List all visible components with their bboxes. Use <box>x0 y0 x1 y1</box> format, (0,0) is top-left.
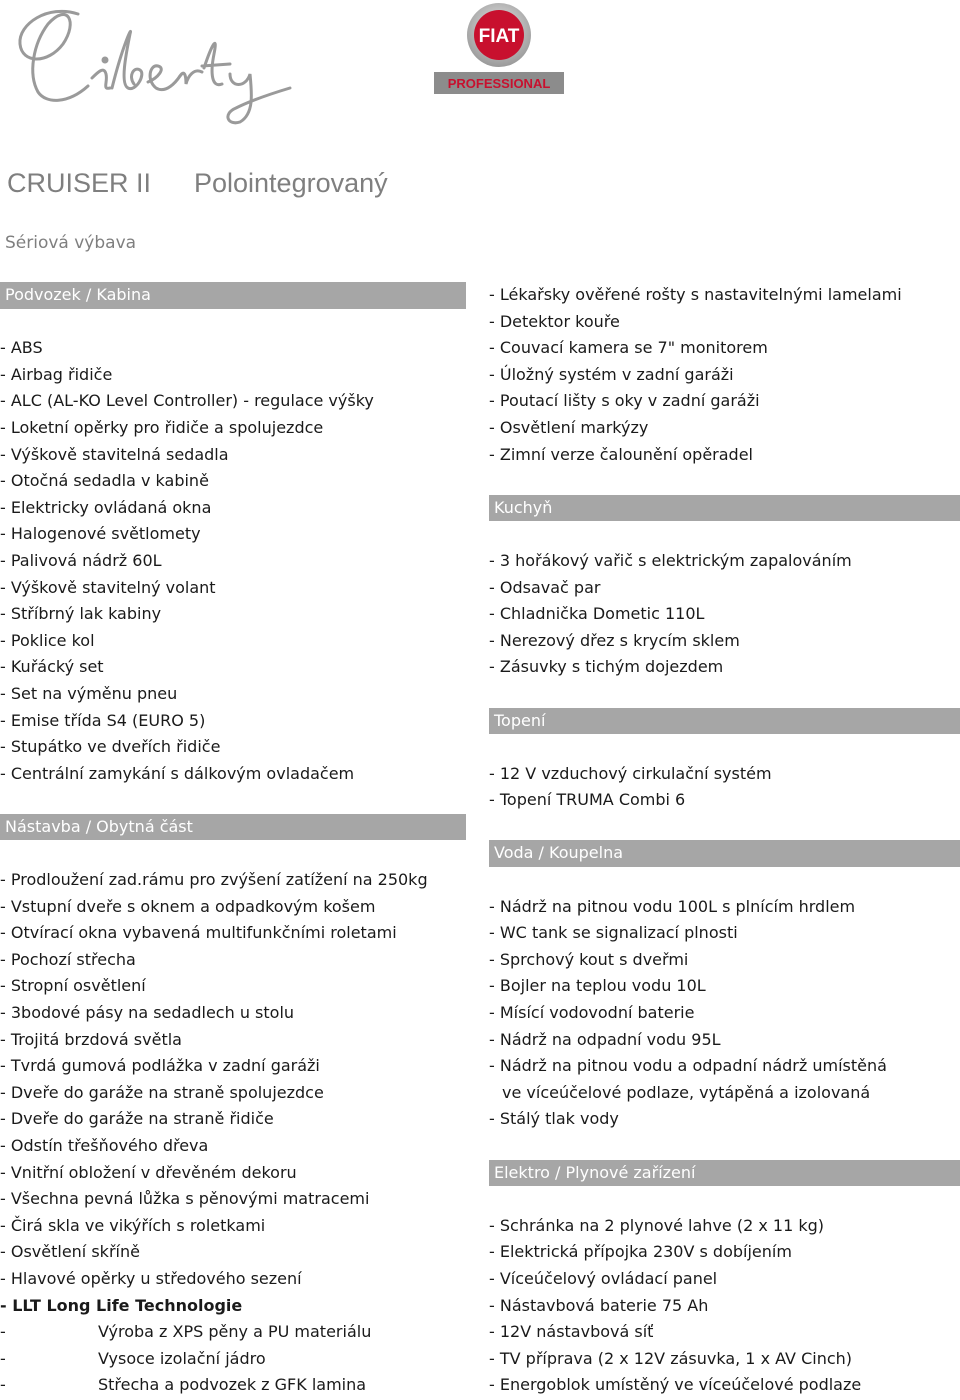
list-item: - Kuřácký set <box>0 657 104 677</box>
sub-list-item <box>0 1319 467 1346</box>
list-item: - Úložný systém v zadní garáži <box>489 364 734 384</box>
spacer <box>0 840 467 867</box>
list-item: - Zimní verze čalounění opěradel <box>489 444 753 464</box>
list-item: - Nerezový dřez s krycím sklem <box>489 630 740 650</box>
list-item: - Odstín třešňového dřeva <box>0 1136 209 1155</box>
list-item: - ABS <box>0 338 43 358</box>
list-item: - Chladnička Dometic 110L <box>489 604 705 624</box>
list-item: - Emise třída S4 (EURO 5) <box>0 710 206 730</box>
list-item: - Couvací kamera se 7" monitorem <box>489 338 768 358</box>
list-item: - 3bodové pásy na sedadlech u stolu <box>0 1003 295 1023</box>
spacer <box>0 309 467 336</box>
spacer <box>489 681 960 708</box>
list-item: - Zásuvky s tichým dojezdem <box>489 657 724 677</box>
list-item: - Stálý tlak vody <box>489 1109 619 1129</box>
left-column <box>0 282 467 1399</box>
list-item: - WC tank se signalizací plnosti <box>489 923 738 943</box>
list-item: - Airbag řidiče <box>0 364 113 384</box>
list-item: - LLT Long Life Technologie <box>0 1295 243 1315</box>
spacer <box>489 867 960 894</box>
list-item: - Dveře do garáže na straně spolujezdce <box>0 1082 324 1102</box>
fiat-logo-text: FIAT <box>478 26 520 47</box>
spacer <box>489 814 960 841</box>
list-item: - TV příprava (2 x 12V zásuvka, 1 x AV Cinch) <box>489 1348 853 1368</box>
list-item: - Palivová nádrž 60L <box>0 550 162 570</box>
model-type: Polointegrovaný <box>194 168 388 198</box>
list-item: - Vstupní dveře s oknem a odpadkovým košem <box>0 896 376 916</box>
list-item: ve víceúčelové podlaze, vytápěná a izolovaná <box>502 1082 871 1102</box>
list-item: - Nástavbová baterie 75 Ah <box>489 1295 709 1315</box>
list-item: - Otočná sedadla v kabině <box>0 471 209 491</box>
professional-logo-text: PROFESSIONAL <box>447 76 551 91</box>
list-item: - Stříbrný lak kabiny <box>0 604 162 624</box>
sub-list-item-text: Výroba z XPS pěny a PU materiálu <box>98 1322 372 1342</box>
list-item: - Pochozí střecha <box>0 949 136 969</box>
list-item: - Set na výměnu pneu <box>0 683 178 703</box>
list-item: - Tvrdá gumová podlážka v zadní garáži <box>0 1056 320 1076</box>
section-heading-kuchyn: Kuchyň <box>489 495 960 522</box>
list-item: - Osvětlení skříně <box>0 1242 140 1262</box>
section-heading-voda-koupelna: Voda / Koupelna <box>489 840 960 867</box>
list-item: - Detektor kouře <box>489 311 620 331</box>
list-item: - Víceúčelový ovládací panel <box>489 1268 718 1288</box>
list-item: - 12 V vzduchový cirkulační systém <box>489 763 772 783</box>
bullet-dash: - <box>0 1375 6 1395</box>
right-column <box>489 282 960 1399</box>
list-item: - 3 hořákový vařič s elektrickým zapalováním <box>489 550 852 570</box>
model-name: CRUISER II <box>7 168 152 198</box>
spacer <box>489 1133 960 1160</box>
list-item: - Výškově stavitelný volant <box>0 577 216 597</box>
list-item: - Poklice kol <box>0 630 95 650</box>
spacer <box>489 521 960 548</box>
list-item: - Vnitřní obložení v dřevěném dekoru <box>0 1162 297 1182</box>
sub-list-item <box>0 1346 467 1373</box>
spacer <box>489 1186 960 1213</box>
section-heading-podvozek-kabina: Podvozek / Kabina <box>0 282 466 309</box>
sub-list-item-text: Vysoce izolační jádro <box>98 1348 266 1368</box>
list-item: - Trojitá brzdová světla <box>0 1029 182 1049</box>
list-item: - Prodloužení zad.rámu pro zvýšení zatížení na 250kg <box>0 870 428 890</box>
list-item: - Nádrž na odpadní vodu 95L <box>489 1029 721 1049</box>
list-item: - Otvírací okna vybavená multifunkčními roletami <box>0 923 397 943</box>
list-item: - Stropní osvětlení <box>0 976 146 996</box>
section-heading-nastavba-obytna-cast: Nástavba / Obytná část <box>0 814 466 841</box>
list-item: - Mísící vodovodní baterie <box>489 1003 695 1023</box>
section-heading-topeni: Topení <box>489 708 960 735</box>
list-item: - Osvětlení markýzy <box>489 417 649 437</box>
list-item: - Lékařsky ověřené rošty s nastavitelnými lamelami <box>489 285 902 304</box>
bullet-dash: - <box>0 1348 6 1368</box>
list-item: - Energoblok umístěný ve víceúčelové podlaze <box>489 1375 862 1395</box>
list-item: - Stupátko ve dveřích řidiče <box>0 737 221 757</box>
list-item: - Výškově stavitelná sedadla <box>0 444 229 464</box>
list-item: - Loketní opěrky pro řidiče a spolujezdce <box>0 417 324 437</box>
spacer <box>489 734 960 761</box>
spacer <box>0 787 467 814</box>
section-heading-elektro-plynove-zarizeni: Elektro / Plynové zařízení <box>489 1160 960 1187</box>
list-item: - Topení TRUMA Combi 6 <box>489 790 686 810</box>
list-item: - Nádrž na pitnou vodu 100L s plnícím hrdlem <box>489 896 856 916</box>
list-item: - Halogenové světlomety <box>0 524 201 544</box>
fiat-professional-logo <box>432 2 566 96</box>
list-item: - Sprchový kout s dveřmi <box>489 949 689 969</box>
sub-list-item <box>0 1372 467 1399</box>
liberty-logo <box>8 4 294 126</box>
spacer <box>489 468 960 495</box>
sub-list-item-text: Střecha a podvozek z GFK lamina <box>98 1375 367 1395</box>
list-item: - 12V nástavbová síť <box>489 1322 654 1342</box>
list-item: - Poutací lišty s oky v zadní garáži <box>489 391 760 411</box>
list-item: - Nádrž na pitnou vodu a odpadní nádrž umístěná <box>489 1056 887 1076</box>
list-item: - Odsavač par <box>489 577 601 597</box>
list-item: - Čirá skla ve vikýřích s roletkami <box>0 1215 266 1235</box>
list-item: - Bojler na teplou vodu 10L <box>489 976 706 996</box>
list-item: - Centrální zamykání s dálkovým ovladačem <box>0 763 355 783</box>
list-item: - Všechna pevná lůžka s pěnovými matracemi <box>0 1189 370 1209</box>
list-item: - ALC (AL-KO Level Controller) - regulace výšky <box>0 391 374 411</box>
list-item: - Schránka na 2 plynové lahve (2 x 11 kg) <box>489 1215 825 1235</box>
list-item: - Dveře do garáže na straně řidiče <box>0 1109 274 1129</box>
list-item: - Elektricky ovládaná okna <box>0 497 212 517</box>
list-item: - Hlavové opěrky u středového sezení <box>0 1268 302 1288</box>
page-subtitle: Sériová výbava <box>5 233 137 253</box>
bullet-dash: - <box>0 1322 6 1342</box>
list-item: - Elektrická přípojka 230V s dobíjením <box>489 1242 792 1262</box>
